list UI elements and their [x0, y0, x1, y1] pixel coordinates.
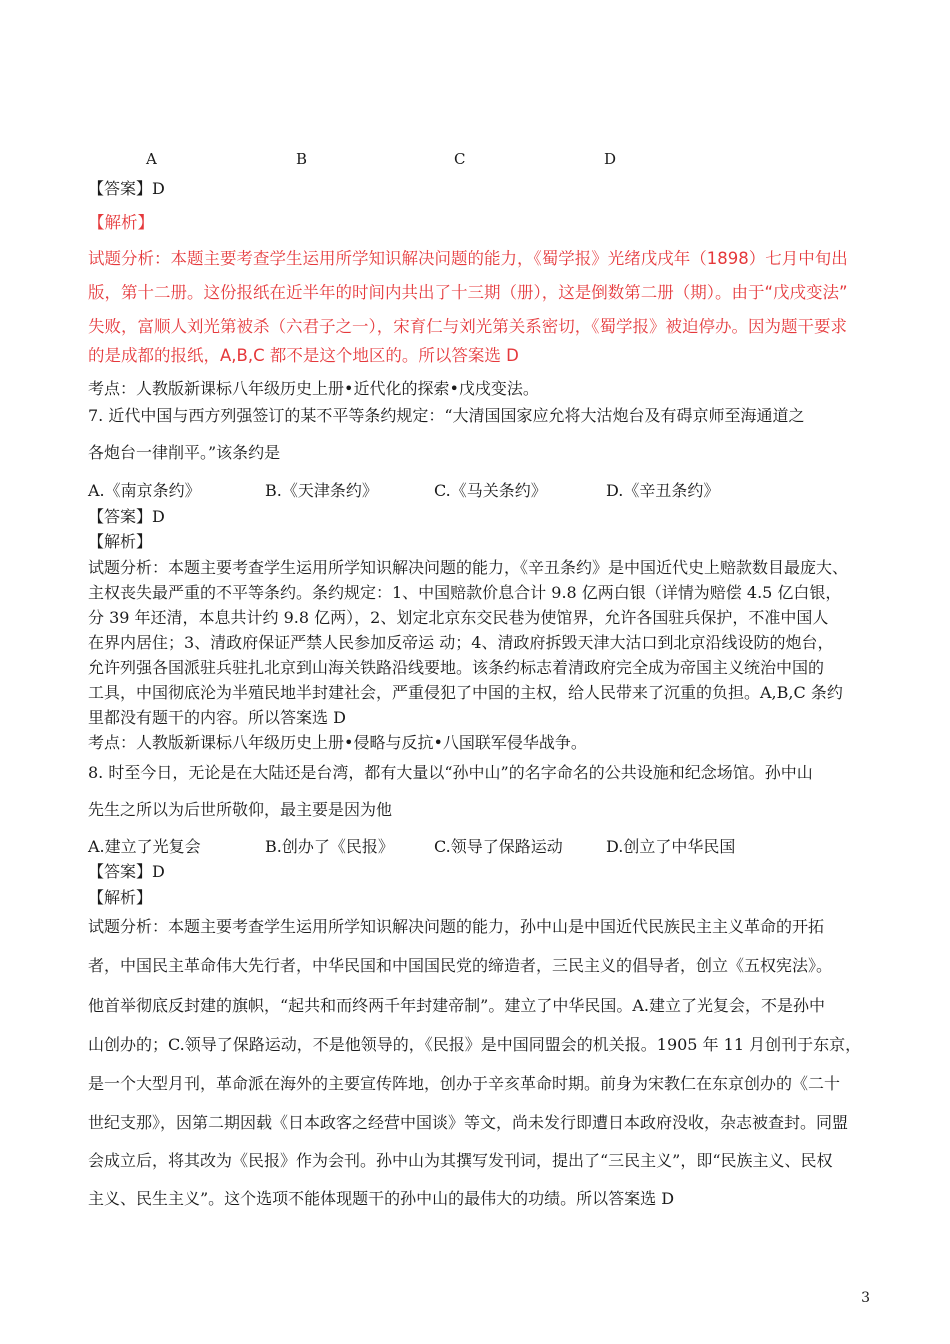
q7-stem: 各炮台一律削平。”该条约是 [88, 443, 281, 462]
q6-answer: 【答案】D [88, 179, 165, 198]
q7-option-c: C.《马关条约》 [434, 481, 547, 500]
q7-analysis-line: 分 39 年还清，本息共计约 9.8 亿两），2、划定北京东交民巷为使馆界，允许各国驻兵保护，不准中国人 [88, 608, 829, 627]
q8-analysis-line: 试题分析：本题主要考查学生运用所学知识解决问题的能力，孙中山是中国近代民族民主主义革命的开拓 [88, 917, 825, 936]
page-number: 3 [861, 1290, 870, 1306]
q8-option-a: A.建立了光复会 [88, 837, 201, 856]
q7-answer: 【答案】D [88, 507, 165, 526]
q7-analysis-title: 【解析】 [88, 532, 153, 551]
q7-stem: 7. 近代中国与西方列强签订的某不平等条约规定：“大清国国家应允将大沽炮台及有碍京师至海通道之 [88, 406, 805, 425]
q7-analysis-line: 试题分析：本题主要考查学生运用所学知识解决问题的能力，《辛丑条约》是中国近代史上赔款数目最庞大、 [88, 558, 849, 577]
q8-analysis-title: 【解析】 [88, 888, 153, 907]
q8-analysis-line: 山创办的；C.领导了保路运动，不是他领导的，《民报》是中国同盟会的机关报。1905 年 11 月创刊于东京， [88, 1035, 862, 1054]
q8-answer: 【答案】D [88, 862, 165, 881]
q8-analysis-line: 主义、民生主义”。这个选项不能体现题干的孙中山的最伟大的功绩。所以答案选 D [88, 1189, 675, 1208]
q8-analysis-line: 者，中国民主革命伟大先行者，中华民国和中国国民党的缔造者，三民主义的倡导者，创立《五权宪法》。 [88, 956, 833, 975]
q8-option-b: B.创办了《民报》 [265, 837, 394, 856]
image-label-c: C [454, 150, 466, 168]
image-label-d: D [604, 150, 617, 168]
q8-analysis-line: 世纪支那》，因第二期因载《日本政客之经营中国谈》等文，尚未发行即遭日本政府没收，杂志被查封。同盟 [88, 1113, 849, 1132]
image-label-a: A [146, 150, 157, 168]
q6-analysis-line: 版，第十二册。这份报纸在近半年的时间内共出了十三期（册），这是倒数第二册（期）。由于“戊戌变法” [88, 283, 848, 302]
q8-analysis-line: 他首举彻底反封建的旗帜，“起共和而终两千年封建帝制”。建立了中华民国。A.建立了光复会，不是孙中 [88, 996, 826, 1015]
q8-option-d: D.创立了中华民国 [606, 837, 736, 856]
q8-option-c: C.领导了保路运动 [434, 837, 563, 856]
q8-stem: 8. 时至今日，无论是在大陆还是台湾，都有大量以“孙中山”的名字命名的公共设施和纪念场馆。孙中山 [88, 763, 813, 782]
q8-analysis-line: 是一个大型月刊，革命派在海外的主要宣传阵地，创办于辛亥革命时期。前身为宋教仁在东京创办的《二十 [88, 1074, 841, 1093]
q6-analysis-line: 的是成都的报纸，A,B,C 都不是这个地区的。所以答案选 D [88, 346, 519, 365]
q7-analysis-line: 主权丧失最严重的不平等条约。条约规定：1、中国赔款价息合计 9.8 亿两白银（详情为赔偿 4.5 亿白银， [88, 583, 842, 602]
q7-analysis-line: 允许列强各国派驻兵驻扎北京到山海关铁路沿线要地。该条约标志着清政府完全成为帝国主义统治中国的 [88, 658, 825, 677]
q7-analysis-line: 里都没有题干的内容。所以答案选 D [88, 708, 346, 727]
q7-analysis-line: 工具，中国彻底沦为半殖民地半封建社会，严重侵犯了中国的主权，给人民带来了沉重的负担。A,B,C 条约 [88, 683, 843, 702]
q7-kaodian: 考点：人教版新课标八年级历史上册•侵略与反抗•八国联军侵华战争。 [88, 733, 587, 752]
q6-analysis-line: 试题分析：本题主要考查学生运用所学知识解决问题的能力，《蜀学报》光绪戊戌年（1898）七月中旬出 [88, 249, 848, 268]
q7-analysis-line: 在界内居住；3、清政府保证严禁人民参加反帝运 动；4、清政府拆毁天津大沽口到北京沿线设防的炮台， [88, 633, 834, 652]
q7-option-a: A.《南京条约》 [88, 481, 201, 500]
q8-analysis-line: 会成立后，将其改为《民报》作为会刊。孙中山为其撰写发刊词，提出了“三民主义”，即“民族主义、民权 [88, 1151, 833, 1170]
q8-stem: 先生之所以为后世所敬仰，最主要是因为他 [88, 800, 393, 819]
q6-kaodian: 考点：人教版新课标八年级历史上册•近代化的探索•戊戌变法。 [88, 379, 539, 398]
q7-option-d: D.《辛丑条约》 [606, 481, 720, 500]
image-label-b: B [296, 150, 308, 168]
q7-option-b: B.《天津条约》 [265, 481, 378, 500]
q6-analysis-title: 【解析】 [88, 213, 154, 232]
q6-analysis-line: 失败，富顺人刘光第被杀（六君子之一），宋育仁与刘光第关系密切，《蜀学报》被迫停办。因为题干要求 [88, 317, 847, 336]
